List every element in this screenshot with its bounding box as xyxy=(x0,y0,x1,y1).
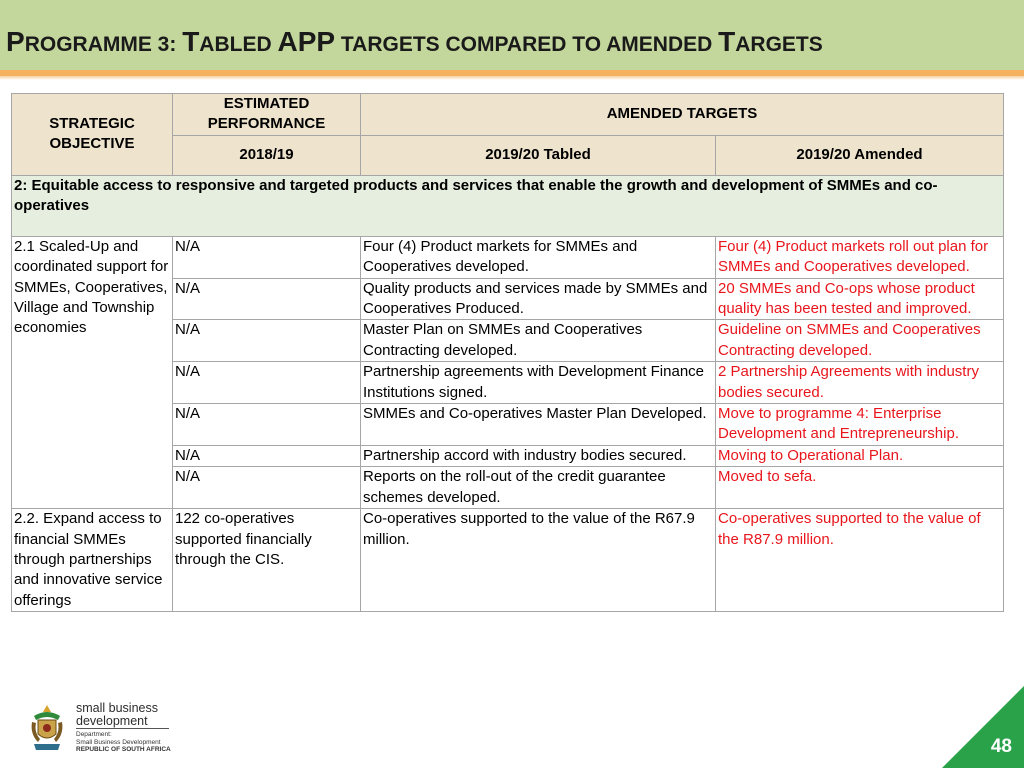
dsbd-logo xyxy=(28,702,173,758)
title-part: P xyxy=(6,26,25,57)
amended-cell: Four (4) Product markets roll out plan for SMMEs and Cooperatives developed. xyxy=(716,236,1004,278)
tabled-cell: Partnership agreements with Development Finance Institutions signed. xyxy=(361,362,716,404)
tabled-cell: Four (4) Product markets for SMMEs and Cooperatives developed. xyxy=(361,236,716,278)
amended-cell: Co-operatives supported to the value of the R87.9 million. xyxy=(716,509,1004,612)
title-part: ROGRAMME 3: xyxy=(24,33,183,56)
logo-line2: development xyxy=(76,714,148,728)
est-cell: 122 co-operatives supported financially through the CIS. xyxy=(173,509,361,612)
group-label: 2.2. Expand access to financial SMMEs through partnerships and innovative service offerings xyxy=(12,509,173,612)
amended-cell: Guideline on SMMEs and Cooperatives Contracting developed. xyxy=(716,320,1004,362)
est-cell: N/A xyxy=(173,236,361,278)
title-band xyxy=(0,0,1024,76)
est-cell: N/A xyxy=(173,320,361,362)
header-strategic-objective: STRATEGIC OBJECTIVE xyxy=(12,94,173,176)
header-estimated-performance: ESTIMATED PERFORMANCE xyxy=(173,94,361,136)
est-cell: N/A xyxy=(173,404,361,446)
tabled-cell: Partnership accord with industry bodies secured. xyxy=(361,445,716,466)
amended-cell: Moved to sefa. xyxy=(716,467,1004,509)
amended-cell: 2 Partnership Agreements with industry bodies secured. xyxy=(716,362,1004,404)
header-year: 2018/19 xyxy=(173,135,361,175)
coat-of-arms-icon xyxy=(28,702,66,754)
amended-cell: Moving to Operational Plan. xyxy=(716,445,1004,466)
title-part: ARGETS xyxy=(735,33,823,56)
tabled-cell: Master Plan on SMMEs and Cooperatives Contracting developed. xyxy=(361,320,716,362)
logo-line1: small business xyxy=(76,701,158,715)
tabled-cell: Co-operatives supported to the value of the R67.9 million. xyxy=(361,509,716,612)
est-cell: N/A xyxy=(173,445,361,466)
dept-line3: REPUBLIC OF SOUTH AFRICA xyxy=(76,746,171,753)
est-cell: N/A xyxy=(173,362,361,404)
dept-line1: Department: xyxy=(76,731,112,738)
amended-cell: Move to programme 4: Enterprise Development and Entrepreneurship. xyxy=(716,404,1004,446)
page-number: 48 xyxy=(990,736,1012,757)
amended-cell: 20 SMMEs and Co-ops whose product quality has been tested and improved. xyxy=(716,278,1004,320)
logo-text xyxy=(76,702,158,728)
department-text xyxy=(76,731,171,754)
group-label: 2.1 Scaled-Up and coordinated support for SMMEs, Cooperatives, Village and Township economies xyxy=(12,236,173,508)
title-part: T xyxy=(718,26,736,57)
tabled-cell: SMMEs and Co-operatives Master Plan Developed. xyxy=(361,404,716,446)
title-part: APP xyxy=(277,26,336,57)
est-cell: N/A xyxy=(173,467,361,509)
objective-row: 2: Equitable access to responsive and targeted products and services that enable the growth and development of SMMEs and co-operatives xyxy=(12,175,1004,236)
header-amended-targets: AMENDED TARGETS xyxy=(361,94,1004,136)
est-cell: N/A xyxy=(173,278,361,320)
logo-divider xyxy=(76,728,169,729)
title-part: ABLED xyxy=(199,33,278,56)
header-amended: 2019/20 Amended xyxy=(716,135,1004,175)
targets-table xyxy=(11,93,1004,612)
header-tabled: 2019/20 Tabled xyxy=(361,135,716,175)
title-part: TARGETS COMPARED TO AMENDED xyxy=(335,33,719,56)
tabled-cell: Reports on the roll-out of the credit guarantee schemes developed. xyxy=(361,467,716,509)
title-part: T xyxy=(182,26,200,57)
tabled-cell: Quality products and services made by SMMEs and Cooperatives Produced. xyxy=(361,278,716,320)
dept-line2: Small Business Development xyxy=(76,738,161,746)
slide-title xyxy=(6,26,823,58)
